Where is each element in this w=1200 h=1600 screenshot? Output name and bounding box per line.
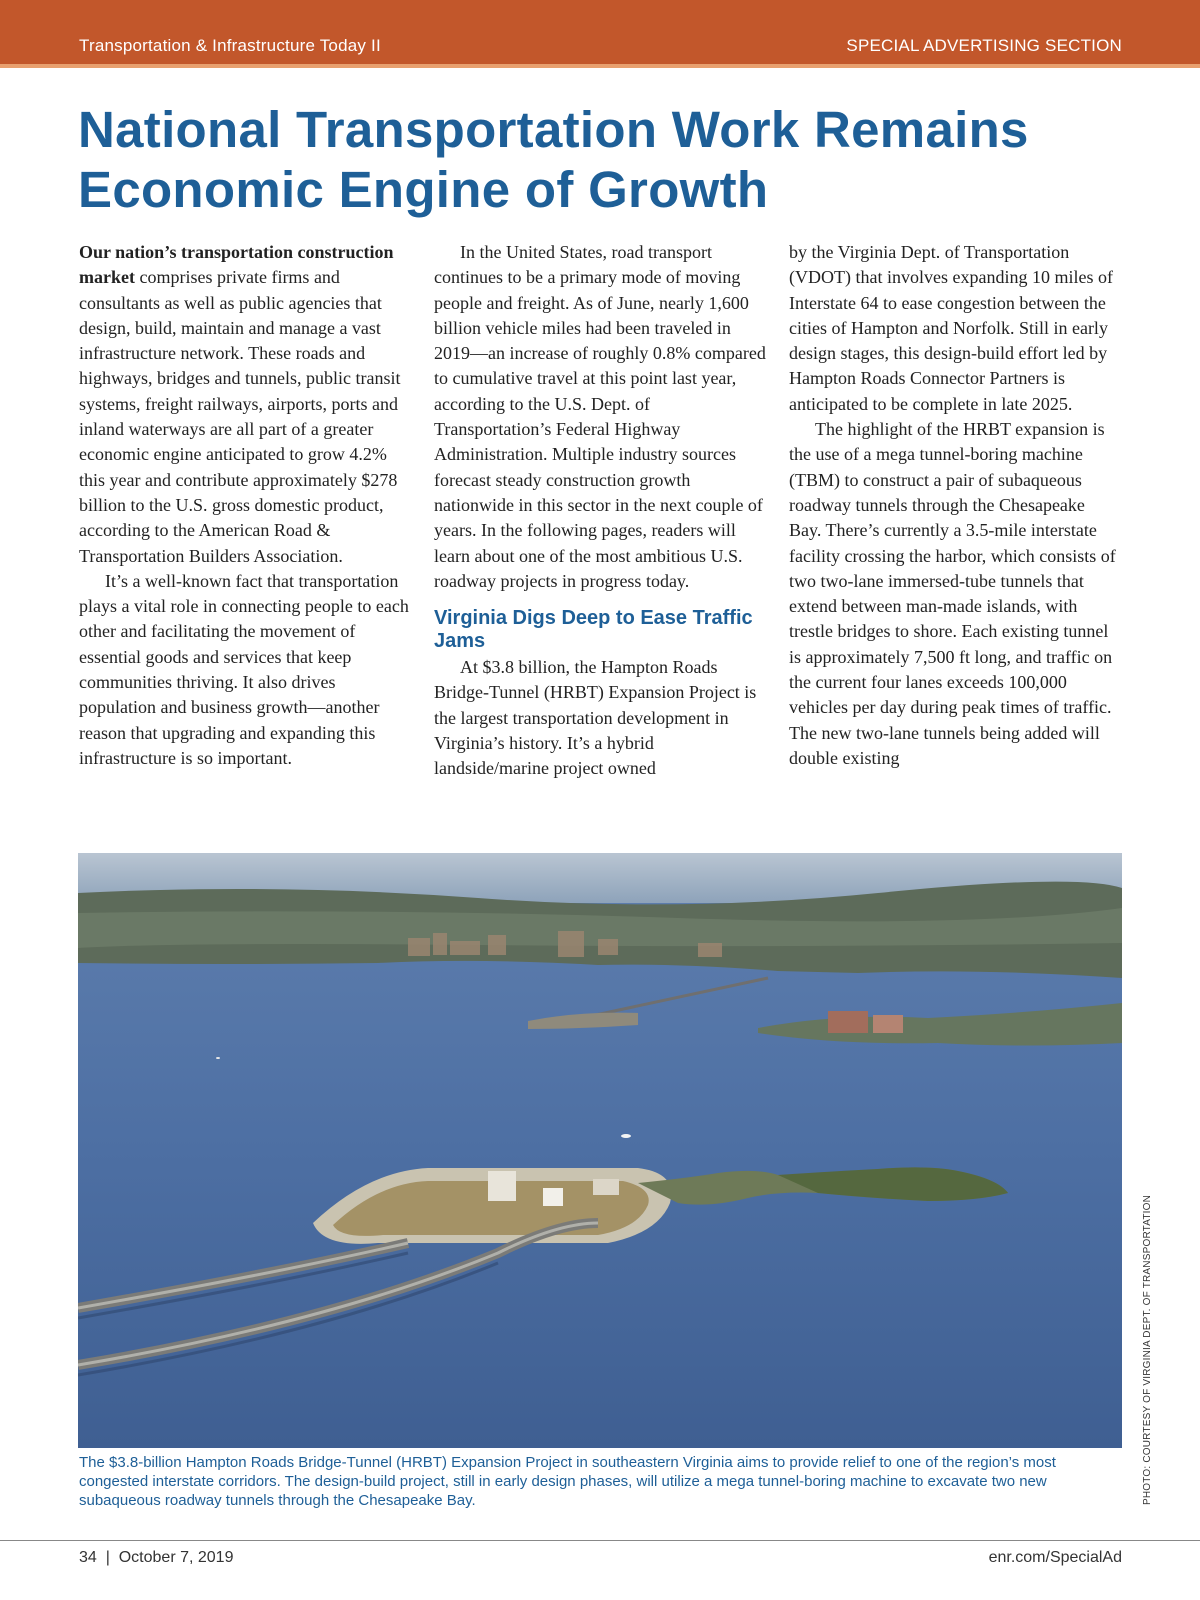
article-column-2 [434, 240, 770, 782]
aerial-photo [78, 853, 1122, 1448]
advertising-label: SPECIAL ADVERTISING SECTION [846, 36, 1122, 55]
paragraph: The highlight of the HRBT expansion is the use of a mega tunnel-boring machine (TBM) to construct a pair of subaqueous roadway tunnels through the Chesapeake Bay. There’s currently a 3.5-mile interstate facility crossing the harbor, which consists of two two-lane immersed-tube tunnels that extend between man-made islands, with trestle bridges to shore. Each existing tunnel is approximately 7,500 ft long, and traffic on the current four lanes exceeds 100,000 vehicles per day during peak times of traffic. The new two-lane tunnels being added will double existing [789, 419, 1116, 768]
paragraph: In the United States, road transport continues to be a primary mode of moving people and freight. As of June, nearly 1,600 billion vehicle miles had been traveled in 2019—an increase of roughly 0.8% compared to cumulative travel at this point last year, according to the U.S. Dept. of Transportation’s Federal Highway Administration. Multiple industry sources forecast steady construction growth nationwide in this sector in the next couple of years. In the following pages, readers will learn about one of the most ambitious U.S. roadway projects in progress today. [434, 242, 766, 591]
photo-credit: PHOTO: COURTESY OF VIRGINIA DEPT. OF TRANSPORTATION [1142, 1194, 1153, 1505]
photo-caption: The $3.8-billion Hampton Roads Bridge-Tunnel (HRBT) Expansion Project in southeastern Virginia aims to provide relief to one of the region’s most congested interstate corridors. The design-build project, still in early design phases, will utilize a mega tunnel-boring machine to excavate two new subaqueous roadway tunnels through the Chesapeake Bay. [79, 1454, 1056, 1509]
paragraph: by the Virginia Dept. of Transportation (VDOT) that involves expanding 10 miles of Interstate 64 to ease congestion between the cities of Hampton and Norfolk. Still in early design stages, this design-build effort led by Hampton Roads Connector Partners is anticipated to be complete in late 2025. [789, 242, 1113, 414]
headline-line-1: National Transportation Work Remains [78, 101, 1029, 158]
page-info: 34 | October 7, 2019 [79, 1549, 234, 1566]
aerial-photo-illustration [78, 853, 1122, 1448]
article-column-1 [79, 240, 411, 771]
lead-in: Our nation’s transportation construction market [79, 242, 394, 288]
paragraph: At $3.8 billion, the Hampton Roads Bridge-Tunnel (HRBT) Expansion Project is the largest transportation development in Virginia’s history. It’s a hybrid landside/marine project owned [434, 657, 757, 779]
footer-url: enr.com/SpecialAd [988, 1549, 1122, 1566]
paragraph-text: comprises private firms and consultants as well as public agencies that design, build, maintain and manage a vast infrastructure network. These roads and highways, bridges and tunnels, public transit systems, freight railways, airports, ports and inland waterways are all part of a greater economic engine anticipated to grow 4.2% this year and contribute approximately $278 billion to the U.S. gross domestic product, according to the American Road & Transportation Builders Association. [79, 267, 401, 566]
article-column-3 [789, 240, 1121, 771]
section-title: Transportation & Infrastructure Today II [79, 36, 381, 55]
paragraph: It’s a well-known fact that transportation plays a vital role in connecting people to each other and facilitating the movement of essential goods and services that keep communities thriving. It also drives population and business growth—another reason that upgrading and expanding this infrastructure is so important. [79, 570, 409, 768]
footer-divider [0, 1540, 1200, 1541]
subheading: Virginia Digs Deep to Ease Traffic Jams [434, 607, 753, 653]
header-bar [0, 0, 1200, 68]
headline-line-2: Economic Engine of Growth [78, 161, 769, 218]
article-headline [78, 100, 1138, 220]
paragraph [79, 240, 411, 569]
